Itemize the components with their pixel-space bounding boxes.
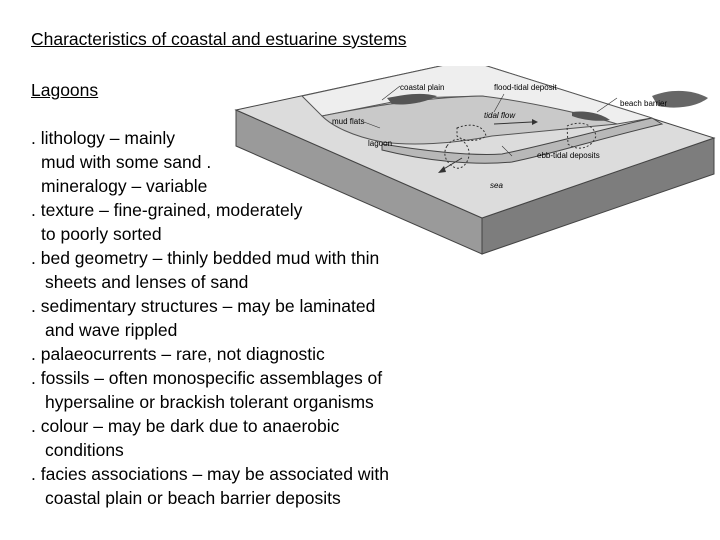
label-mud-flats: mud flats <box>332 117 365 126</box>
text-line: . bed geometry – thinly bedded mud with thin <box>31 248 380 268</box>
label-lagoon: lagoon <box>368 139 393 148</box>
label-tidal-flow: tidal flow <box>484 111 516 120</box>
text-line: . texture – fine-grained, moderately <box>31 200 303 220</box>
text-line: . sedimentary structures – may be laminated <box>31 296 376 316</box>
text-line: . colour – may be dark due to anaerobic <box>31 416 340 436</box>
label-sea: sea <box>490 181 503 190</box>
text-line: mineralogy – variable <box>41 176 208 196</box>
lagoon-diagram <box>232 66 716 296</box>
label-flood-tidal: flood-tidal deposit <box>494 83 557 92</box>
text-line: mud with some sand . <box>41 152 212 172</box>
text-line: . facies associations – may be associated with <box>31 464 389 484</box>
label-beach-barrier: beach barrier <box>620 99 668 108</box>
text-line: sheets and lenses of sand <box>45 272 249 292</box>
text-line: coastal plain or beach barrier deposits <box>45 488 341 508</box>
text-line: . fossils – often monospecific assemblages of <box>31 368 383 388</box>
text-line: . lithology – mainly <box>31 128 175 148</box>
page-title: Characteristics of coastal and estuarine systems <box>31 29 407 49</box>
text-line: and wave rippled <box>45 320 178 340</box>
text-line: . palaeocurrents – rare, not diagnostic <box>31 344 325 364</box>
label-ebb-tidal: ebb-tidal deposits <box>537 151 600 160</box>
text-line: hypersaline or brackish tolerant organisms <box>45 392 374 412</box>
text-line: conditions <box>45 440 124 460</box>
label-coastal-plain: coastal plain <box>400 83 445 92</box>
text-line: to poorly sorted <box>41 224 162 244</box>
section-heading: Lagoons <box>31 80 99 100</box>
